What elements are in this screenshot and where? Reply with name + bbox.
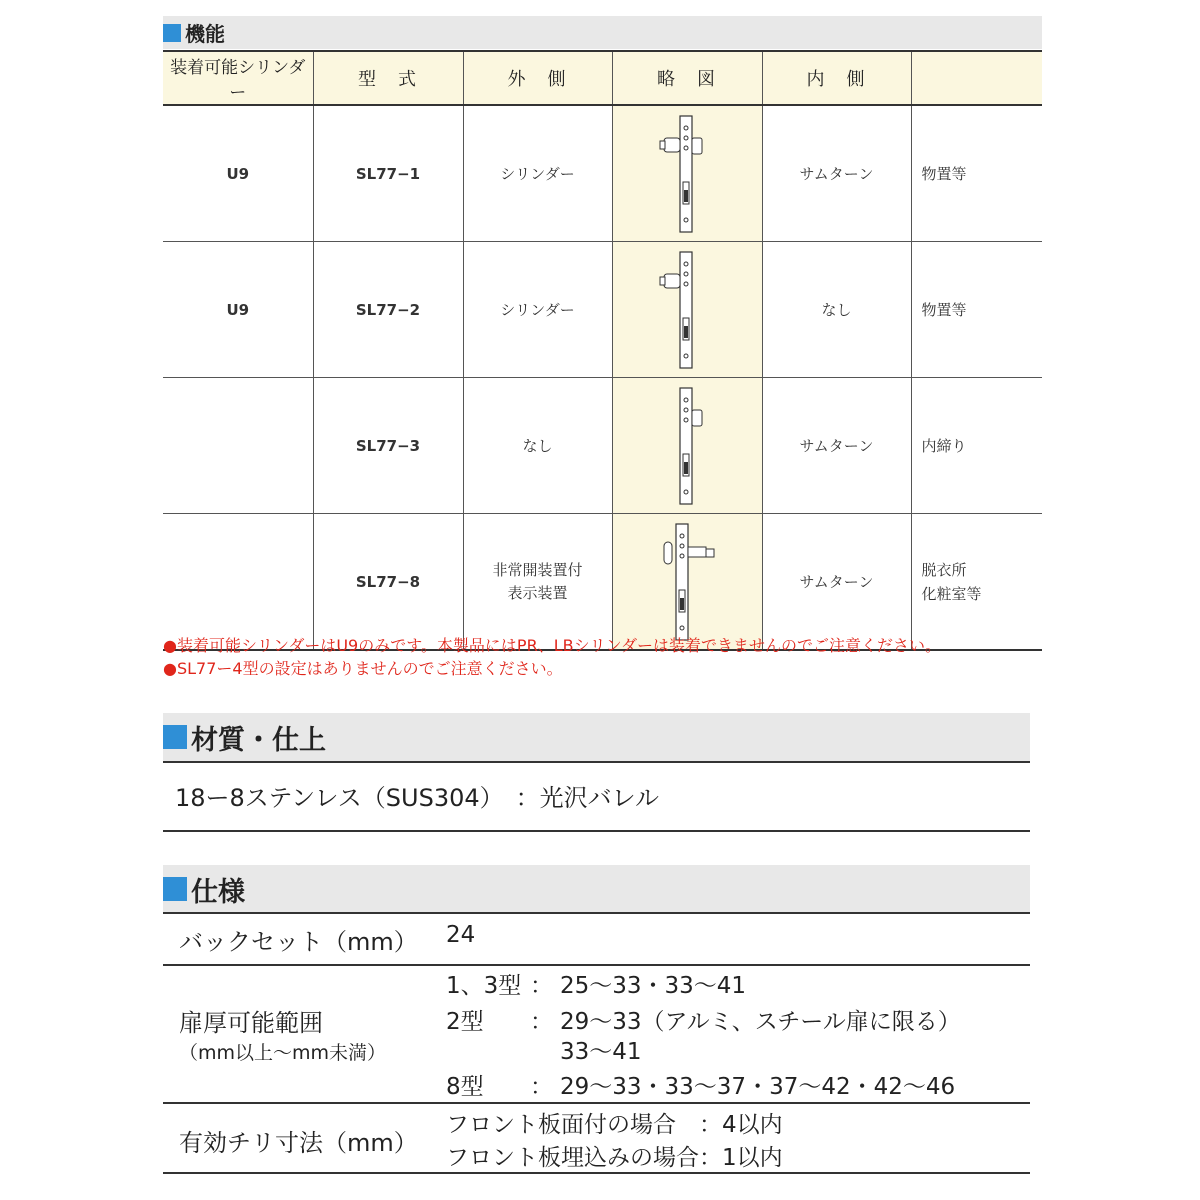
usage-line1: 脱衣所 <box>921 560 967 579</box>
door-colon: ： <box>530 973 553 999</box>
divider <box>163 1172 1030 1174</box>
lock-diagram-sl77-3 <box>652 386 722 506</box>
table-header-row <box>163 51 1042 105</box>
outside-line1: 非常開装置付 <box>492 560 583 579</box>
spec-section-title: 仕様 <box>191 876 245 908</box>
caution-notes <box>163 634 941 680</box>
usage-line2: 化粧室等 <box>921 584 982 603</box>
cell-diagram <box>612 242 762 378</box>
blue-square-icon <box>163 24 181 42</box>
lock-diagram-sl77-8 <box>652 522 722 642</box>
divider <box>163 830 1030 832</box>
cell-usage: 物置等 <box>911 242 1042 378</box>
cell-outside <box>463 514 612 651</box>
cell-model: SL77−2 <box>313 242 463 378</box>
cell-model: SL77−1 <box>313 105 463 242</box>
cell-model: SL77−3 <box>313 378 463 514</box>
cell-outside: シリンダー <box>463 242 612 378</box>
cell-usage: 物置等 <box>911 105 1042 242</box>
header-cylinder: 装着可能シリンダー <box>163 51 313 105</box>
header-outside: 外 側 <box>463 51 612 105</box>
door-thickness-label: 扉厚可能範囲 <box>179 1009 323 1037</box>
material-section-title: 材質・仕上 <box>191 724 326 756</box>
table-row <box>163 242 1042 378</box>
divider <box>163 912 1030 914</box>
cell-inside: サムターン <box>762 514 911 651</box>
cell-cylinder <box>163 514 313 651</box>
cell-cylinder: U9 <box>163 105 313 242</box>
cell-cylinder <box>163 378 313 514</box>
door-colon: ： <box>530 1009 553 1035</box>
table-row <box>163 105 1042 242</box>
header-diagram: 略 図 <box>612 51 762 105</box>
door-range: 25〜33・33〜41 <box>560 973 747 999</box>
lock-diagram-sl77-2 <box>652 250 722 370</box>
spec-section-header <box>163 865 1030 913</box>
divider <box>163 761 1030 763</box>
note-line: ●装着可能シリンダーはU9のみです。本製品にはPR、LBシリンダーは装着できませんのでご注意ください。 <box>163 636 941 655</box>
table-row <box>163 514 1042 651</box>
lock-diagram-sl77-1 <box>652 114 722 234</box>
divider <box>163 1102 1030 1104</box>
cell-outside: なし <box>463 378 612 514</box>
cell-cylinder: U9 <box>163 242 313 378</box>
cell-outside: シリンダー <box>463 105 612 242</box>
material-text: 18ー8ステンレス（SUS304） ：光沢バレル <box>175 784 660 812</box>
header-inside: 内 側 <box>762 51 911 105</box>
material-section-header <box>163 713 1030 761</box>
table-row <box>163 378 1042 514</box>
cell-inside: サムターン <box>762 105 911 242</box>
clearance-line: フロント板埋込みの場合：1以内 <box>446 1145 783 1171</box>
door-type: 1、3型 <box>446 973 522 999</box>
function-section-title: 機能 <box>185 22 225 46</box>
clearance-label: 有効チリ寸法（mm） <box>179 1129 418 1157</box>
outside-line2: 表示装置 <box>507 583 568 602</box>
cell-inside: サムターン <box>762 378 911 514</box>
blue-square-icon <box>163 877 187 901</box>
note-line: ●SL77ー4型の設定はありませんのでご注意ください。 <box>163 659 563 678</box>
cell-inside: なし <box>762 242 911 378</box>
function-section-header <box>163 16 1042 49</box>
header-usage <box>911 51 1042 105</box>
cell-diagram <box>612 105 762 242</box>
door-range: 29〜33・33〜37・37〜42・42〜46 <box>560 1074 956 1100</box>
cell-diagram <box>612 378 762 514</box>
cell-usage: 内締り <box>911 378 1042 514</box>
divider <box>163 964 1030 966</box>
door-range: 33〜41 <box>560 1039 642 1065</box>
cell-diagram <box>612 514 762 651</box>
door-range: 29〜33（アルミ、スチール扉に限る） <box>560 1009 961 1035</box>
cell-model: SL77−8 <box>313 514 463 651</box>
function-table <box>163 50 1042 651</box>
backset-label: バックセット（mm） <box>179 928 418 956</box>
clearance-line: フロント板面付の場合 ：4以内 <box>446 1112 783 1138</box>
door-type: 2型 <box>446 1009 484 1035</box>
blue-square-icon <box>163 725 187 749</box>
backset-value: 24 <box>446 922 476 948</box>
header-model: 型 式 <box>313 51 463 105</box>
door-thickness-sublabel: （mm以上〜mm未満） <box>179 1042 387 1064</box>
door-type: 8型 <box>446 1074 484 1100</box>
cell-usage <box>911 514 1042 651</box>
door-colon: ： <box>530 1074 553 1100</box>
